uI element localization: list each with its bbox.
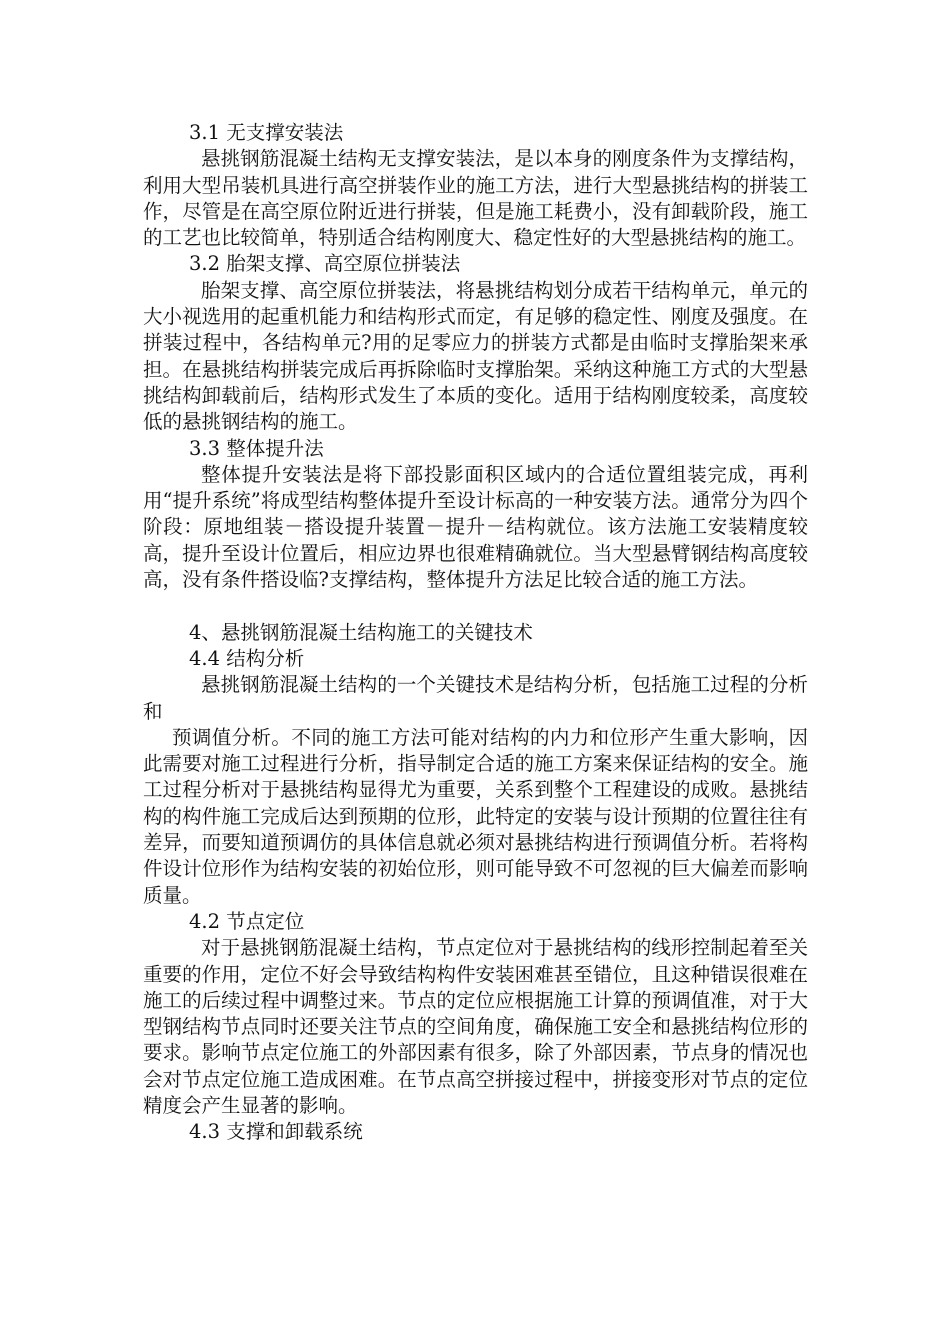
paragraph-3-2: 胎架支撑、高空原位拼装法，将悬挑结构划分成若干结构单元，单元的大小视选用的起重机能力和结构形式而定，有足够的稳定性、刚度及强度。在拼装过程中，各结构单元?用的足零应力的拼装方式都是由临时支撑胎架来承担。在悬挑结构拼装完成后再拆除临时支撑胎架。采纳这种施工方式的大型悬挑结构卸载前后，结构形式发生了本质的变化。适用于结构刚度较柔，高度较低的悬挑钢结构的施工。	[143, 278, 808, 434]
heading-4-2: 4.2 节点定位	[189, 909, 305, 933]
document-body	[143, 120, 808, 1146]
blank-line	[143, 593, 808, 619]
heading-4-3: 4.3 支撑和卸载系统	[189, 1120, 363, 1144]
paragraph-4-4-part1: 悬挑钢筋混凝土结构的一个关键技术是结构分析，包括施工过程的分析和	[143, 673, 808, 723]
paragraph-4-2: 对于悬挑钢筋混凝土结构，节点定位对于悬挑结构的线形控制起着至关重要的作用，定位不好会导致结构构件安装困难甚至错位，且这种错误很难在施工的后续过程中调整过来。节点的定位应根据施工计算的预调值准，对于大型钢结构节点同时还要关注节点的空间角度，确保施工安全和悬挑结构位形的要求。影响节点定位施工的外部因素有很多，除了外部因素，节点身的情况也会对节点定位施工造成困难。在节点高空拼接过程中，拼接变形对节点的定位精度会产生显著的影响。	[143, 936, 808, 1117]
heading-3-2: 3.2 胎架支撑、高空原位拼装法	[189, 252, 461, 276]
heading-3-3: 3.3 整体提升法	[189, 436, 324, 460]
heading-4-4: 4.4 结构分析	[189, 646, 305, 670]
paragraph-3-1: 悬挑钢筋混凝土结构无支撑安装法，是以本身的刚度条件为支撑结构，利用大型吊装机具进行高空拼装作业的施工方法，进行大型悬挑结构的拼装工作，尽管是在高空原位附近进行拼装，但是施工耗费小，没有卸载阶段，施工的工艺也比较简单，特别适合结构刚度大、稳定性好的大型悬挑结构的施工。	[143, 147, 808, 250]
paragraph-3-3: 整体提升安装法是将下部投影面积区域内的合适位置组装完成，再利用“提升系统”将成型结构整体提升至设计标高的一种安装方法。通常分为四个阶段：原地组装－搭设提升装置－提升－结构就位。该方法施工安装精度较高，提升至设计位置后，相应边界也很难精确就位。当大型悬臂钢结构高度较高，没有条件搭设临?支撑结构，整体提升方法足比较合适的施工方法。	[143, 462, 808, 592]
heading-3-1: 3.1 无支撑安装法	[189, 121, 344, 144]
paragraph-4-4-part2: 预调值分析。不同的施工方法可能对结构的内力和位形产生重大影响，因此需要对施工过程进行分析，指导制定合适的施工方案来保证结构的安全。施工过程分析对于悬挑结构显得尤为重要，关系到整个工程建设的成败。悬挑结构的构件施工完成后达到预期的位形，此特定的安装与设计预期的位置往往有差异，而要知道预调仿的具体信息就必须对悬挑结构进行预调值分析。若将构件设计位形作为结构安装的初始位形，则可能导致不可忽视的巨大偏差而影响质量。	[143, 725, 808, 907]
heading-4: 4、悬挑钢筋混凝土结构施工的关键技术	[189, 620, 533, 644]
